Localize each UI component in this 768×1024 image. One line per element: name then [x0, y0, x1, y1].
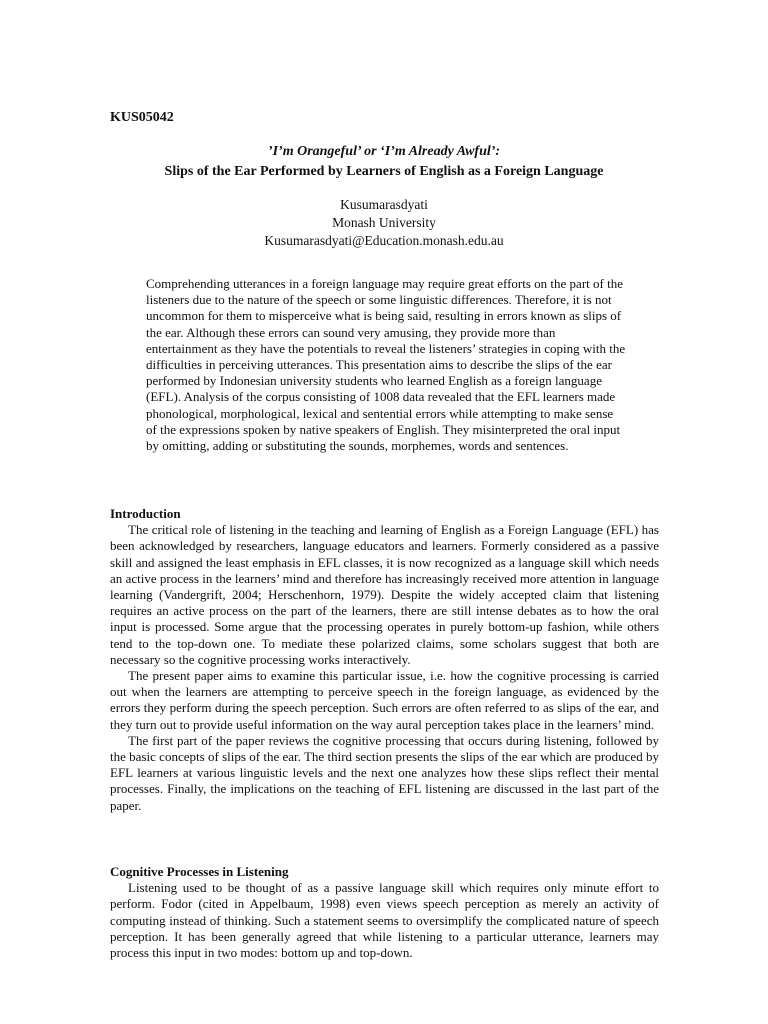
paper-title	[110, 142, 658, 182]
author-block	[110, 196, 658, 250]
title-line-1: ’I’m Orangeful’ or ‘I’m Already Awful’:	[267, 144, 501, 159]
paragraph: The present paper aims to examine this particular issue, i.e. how the cognitive processing is carried out when the learners are attempting to perceive speech in the foreign language, as evidenced by the errors they perform during the speech perception. Such errors are often referred to as slips of the ear, and they turn out to provide useful information on the way aural perception takes place in the learners’ mind.	[110, 668, 659, 732]
paragraph: The critical role of listening in the teaching and learning of English as a Foreign Language (EFL) has been acknowledged by researchers, language educators and learners. Formerly considered as a passive skill and assigned the least emphasis in EFL classes, it is now recognized as a language skill which needs an active process in the learners’ mind and therefore has increasingly received more attention in language learning (Vandergrift, 2004; Herschenhorn, 1979). Despite the widely accepted claim that listening requires an active process on the part of the learners, there are still intense debates as to how the oral input is processed. Some argue that the processing operates in purely bottom-up fashion, while others tend to the top-down one. To mediate these polarized claims, some scholars suggest that both are necessary so the cognitive processing works interactively.	[110, 522, 659, 667]
paragraph: The first part of the paper reviews the cognitive processing that occurs during listening, followed by the basic concepts of slips of the ear. The third section presents the slips of the ear which are produced by EFL learners at various linguistic levels and the next one analyzes how these slips reflect their mental processes. Finally, the implications on the teaching of EFL listening are discussed in the last part of the paper.	[110, 732, 659, 813]
section-heading: Cognitive Processes in Listening	[110, 864, 289, 879]
section-introduction	[110, 506, 659, 814]
author-email: Kusumarasdyati@Education.monash.edu.au	[264, 233, 504, 248]
abstract: Comprehending utterances in a foreign language may require great efforts on the part of the listeners due to the nature of the speech or some linguistic differences. Therefore, it is not uncommon for them to misperceive what is being said, resulting in errors known as slips of the ear. Although these errors can sound very amusing, they provide more than entertainment as they have the potentials to reveal the listeners’ strategies in coping with the difficulties in perceiving utterances. This presentation aims to describe the slips of the ear performed by Indonesian university students who learned English as a foreign language (EFL). Analysis of the corpus consisting of 1008 data revealed that the EFL learners made phonological, morphological, lexical and sentential errors while attempting to make sense of the expressions spoken by native speakers of English. They misinterpreted the oral input by omitting, adding or substituting the sounds, morphemes, words and sentences.	[146, 276, 626, 454]
title-line-2: Slips of the Ear Performed by Learners of English as a Foreign Language	[164, 164, 604, 179]
paragraph: Listening used to be thought of as a passive language skill which requires only minute effort to perform. Fodor (cited in Appelbaum, 1998) even views speech perception as merely an activity of computing instead of thinking. Such a statement seems to oversimplify the complicated nature of speech perception. It has been generally agreed that while listening to a particular utterance, learners may process this input in two modes: bottom up and top-down.	[110, 880, 659, 961]
section-cognitive-processes	[110, 864, 659, 961]
author-name: Kusumarasdyati	[340, 197, 428, 212]
section-heading: Introduction	[110, 506, 181, 521]
document-id: KUS05042	[110, 110, 174, 125]
author-affiliation: Monash University	[332, 215, 436, 230]
